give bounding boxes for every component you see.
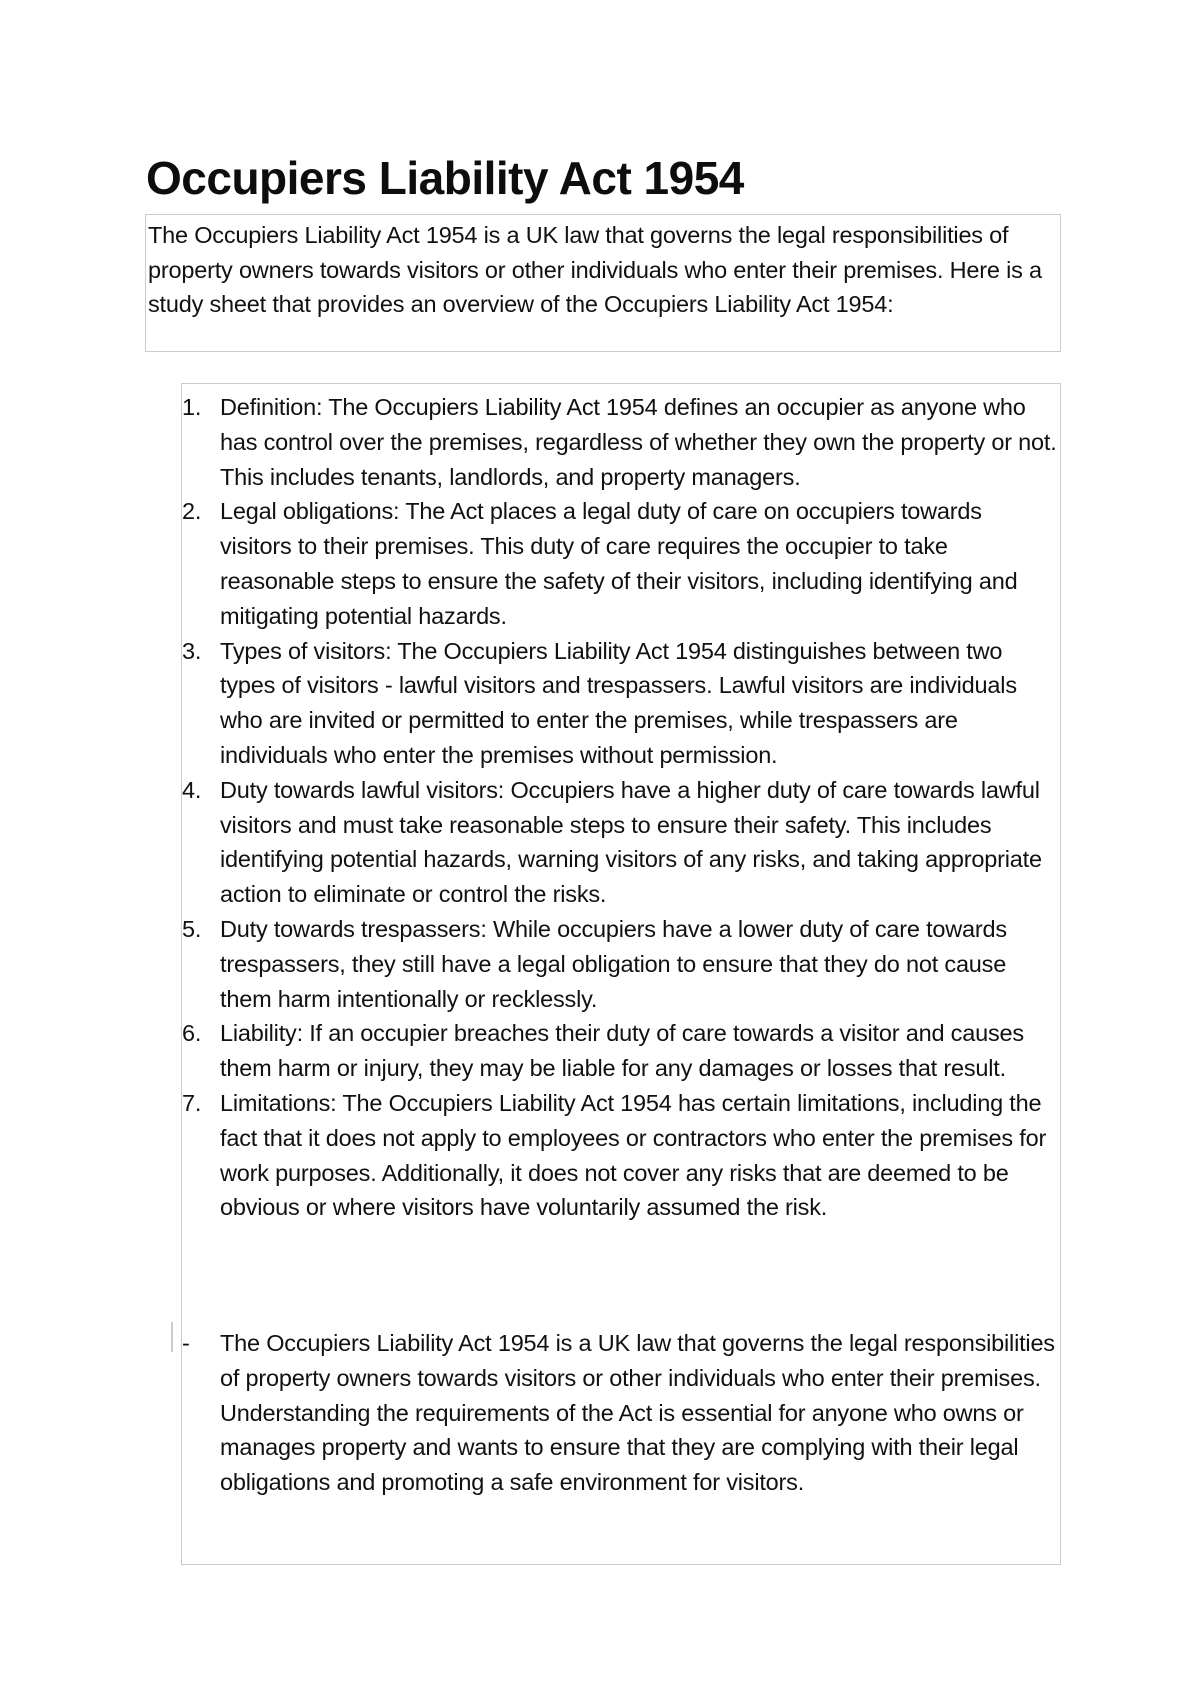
- study-list-box[interactable]: [181, 383, 1061, 1565]
- intro-paragraph: The Occupiers Liability Act 1954 is a UK law that governs the legal responsibilities of property owners towards visitors or other individuals who enter their premises. Here is a study sheet that provides an overview of the Occupiers Liability Act 1954:: [148, 222, 1042, 317]
- list-item-number: 2.: [182, 498, 202, 525]
- list-item-number: 6.: [182, 1020, 202, 1047]
- list-item-text: Duty towards trespassers: While occupiers have a lower duty of care towards trespassers, they still have a legal obligation to ensure that they do not cause them harm intentionally or recklessly.: [220, 915, 1007, 1012]
- list-item-number: 4.: [182, 776, 202, 803]
- list-item-number: 3.: [182, 637, 202, 664]
- list-item-number: 7.: [182, 1089, 202, 1116]
- list-item-number: 5.: [182, 915, 202, 942]
- conclusion-item: [182, 1326, 1058, 1500]
- document-title: Occupiers Liability Act 1954: [146, 152, 744, 204]
- numbered-list: [182, 390, 1058, 1225]
- text-cursor-divider: [171, 1322, 173, 1352]
- list-item-text: Liability: If an occupier breaches their duty of care towards a visitor and causes them harm or injury, they may be liable for any damages or losses that result.: [220, 1020, 1024, 1082]
- list-item-text: Definition: The Occupiers Liability Act 1954 defines an occupier as anyone who has control over the premises, regardless of whether they own the property or not. This includes tenants, landlords, and property managers.: [220, 394, 1057, 490]
- list-item-text: Duty towards lawful visitors: Occupiers have a higher duty of care towards lawful visitors and must take reasonable steps to ensure their safety. This includes identifying potential hazards, warning visitors of any risks, and taking appropriate action to eliminate or control the risks.: [220, 776, 1042, 908]
- list-item-text: Legal obligations: The Act places a legal duty of care on occupiers towards visitors to their premises. This duty of care requires the occupier to take reasonable steps to ensure the safety of their visitors, including identifying and mitigating potential hazards.: [220, 498, 1018, 629]
- list-item-duty-trespassers: [182, 912, 1058, 1016]
- list-item-text: Types of visitors: The Occupiers Liability Act 1954 distinguishes between two types of visitors - lawful visitors and trespassers. Lawful visitors are individuals who are invited or permitted to enter the premises, while trespassers are individuals who enter the premises without permission.: [220, 637, 1017, 768]
- list-item-duty-lawful-visitors: [182, 773, 1058, 912]
- list-item-number: 1.: [182, 394, 202, 420]
- conclusion-paragraph: The Occupiers Liability Act 1954 is a UK law that governs the legal responsibilities of property owners towards visitors or other individuals who enter their premises. Understanding the requirements of the Act is essential for anyone who owns or manages property and wants to ensure that they are complying with their legal obligations and promoting a safe environment for visitors.: [220, 1330, 1055, 1496]
- list-item-text: Limitations: The Occupiers Liability Act 1954 has certain limitations, including the fact that it does not apply to employees or contractors who enter the premises for work purposes. Additionally, it does not cover any risks that are deemed to be obvious or where visitors have voluntarily assumed the risk.: [220, 1089, 1047, 1221]
- intro-text-box[interactable]: [145, 214, 1061, 352]
- dash-bullet: -: [182, 1330, 190, 1356]
- list-item-liability: [182, 1016, 1058, 1086]
- list-item-definition: [182, 390, 1058, 494]
- list-item-limitations: [182, 1086, 1058, 1225]
- list-item-legal-obligations: [182, 494, 1058, 633]
- list-item-types-of-visitors: [182, 634, 1058, 773]
